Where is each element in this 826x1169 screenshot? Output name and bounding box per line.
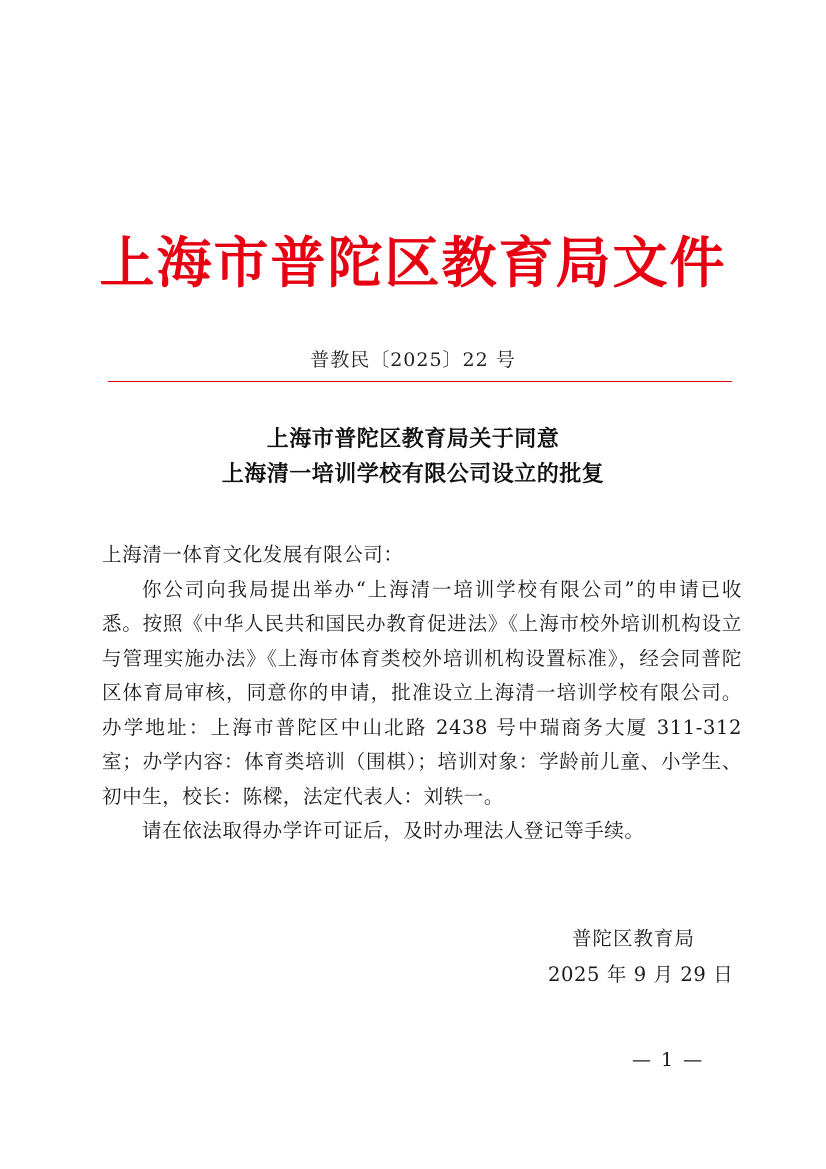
document-body	[102, 538, 742, 849]
body-paragraph-2: 请在依法取得办学许可证后，及时办理法人登记等手续。	[142, 819, 645, 842]
body-paragraph-1: 你公司向我局提出举办“上海清一培训学校有限公司”的申请已收悉。按照《中华人民共和国民办教育促进法》《上海市校外培训机构设立与管理实施办法》《上海市体育类校外培训机构设置标准》，经会同普陀区体育局审核，同意你的申请，批准设立上海清一培训学校有限公司。办学地址：上海市普陀区中山北路 2438 号中瑞商务大厦 311-312 室；办学内容：体育类培训（围棋）；培训对象：学龄前儿童、小学生、初中生，校长：陈樑，法定代表人：刘轶一。	[102, 577, 742, 808]
document-subject	[0, 422, 826, 492]
signature-organization: 普陀区教育局	[572, 927, 696, 950]
page-number: — 1 —	[632, 1049, 705, 1071]
subject-line-2: 上海清一培训学校有限公司设立的批复	[221, 461, 605, 487]
document-header-title: 上海市普陀区教育局文件	[99, 230, 727, 295]
signature-date: 2025 年 9 月 29 日	[548, 963, 734, 986]
document-number: 普教民〔2025〕22 号	[310, 349, 516, 371]
addressee: 上海清一体育文化发展有限公司：	[102, 543, 404, 566]
subject-line-1: 上海市普陀区教育局关于同意	[266, 426, 560, 452]
header-divider	[108, 381, 732, 382]
